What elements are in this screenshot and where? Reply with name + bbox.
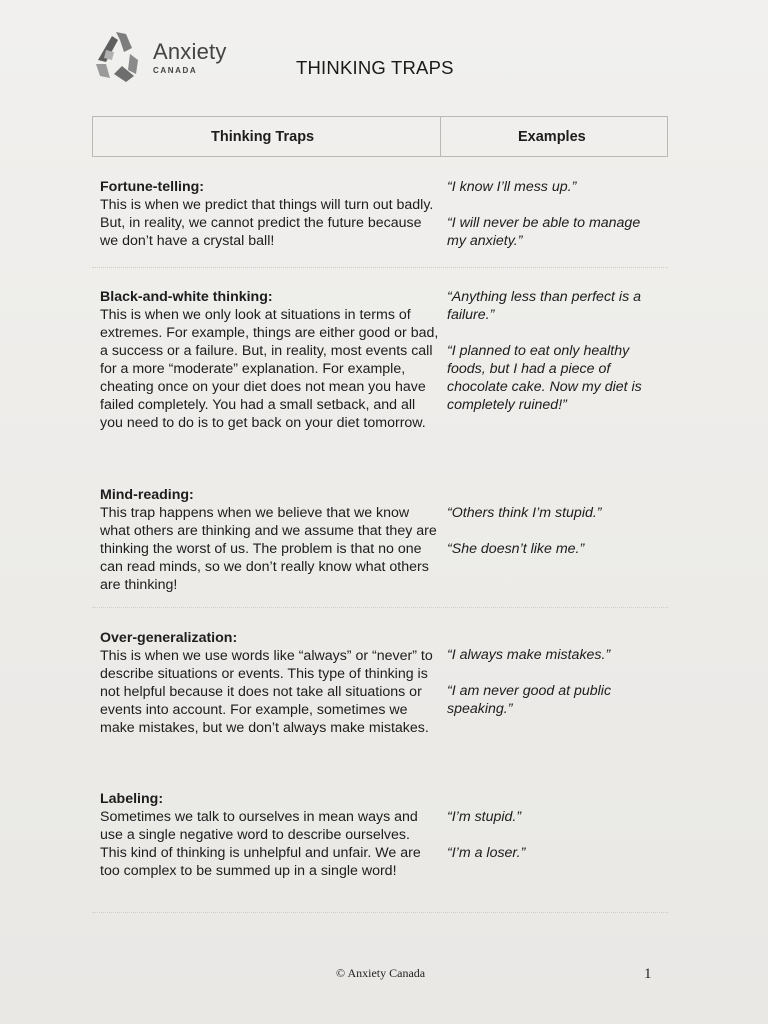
example-quote: “I am never good at public speaking.” [447, 683, 612, 717]
table-row-examples [447, 808, 663, 880]
table-row-examples [447, 646, 663, 736]
table-row-examples [447, 178, 663, 268]
anxiety-canada-logo [92, 30, 242, 85]
table-row-trap [100, 629, 440, 737]
table-row-trap [100, 486, 440, 594]
example-quote: “Others think I’m stupid.” [447, 505, 602, 521]
trap-description: This is when we use words like “always” or “never” to describe situations or events. This type of thinking is not helpful because it does not take all situations or events into account. For example, sometimes we make mistakes, but we don’t always make mistakes. [100, 648, 433, 736]
table-row-trap [100, 790, 440, 880]
column-header-thinking-traps: Thinking Traps [211, 129, 315, 145]
row-divider [92, 267, 668, 268]
trap-term: Black-and-white thinking: [100, 289, 273, 305]
page-title: THINKING TRAPS [296, 57, 454, 78]
page-number: 1 [644, 966, 652, 982]
trap-description: Sometimes we talk to ourselves in mean ways and use a single negative word to describe ourselves. This kind of thinking is unhelpful and unfair. We are too complex to be summed up in a single word! [100, 809, 421, 879]
example-quote: “I know I’ll mess up.” [447, 179, 577, 195]
table-row-trap [100, 288, 440, 432]
column-header-examples: Examples [518, 129, 586, 145]
trap-term: Fortune-telling: [100, 179, 205, 195]
brand-name: Anxiety [153, 39, 227, 64]
table-row-examples [447, 288, 663, 432]
trap-term: Over-generalization: [100, 630, 238, 646]
table-row-trap [100, 178, 440, 250]
brand-subtitle: CANADA [153, 66, 198, 75]
table-header [92, 116, 668, 157]
example-quote: “I planned to eat only healthy foods, but I had a piece of chocolate cake. Now my diet is completely ruined!” [447, 343, 642, 413]
example-quote: “She doesn’t like me.” [447, 541, 585, 557]
example-quote: “I’m a loser.” [447, 845, 526, 861]
copyright-footer: © Anxiety Canada [336, 966, 426, 980]
header-divider [440, 117, 441, 156]
example-quote: “Anything less than perfect is a failure.” [447, 289, 641, 323]
trap-description: This is when we only look at situations in terms of extremes. For example, things are either good or bad, a success or a failure. But, in reality, most events call for a more “moderate” explanation. For example, cheating once on your diet does not mean you have failed completely. You had a small setback, and all you need to do is to get back on your diet tomorrow. [100, 307, 439, 431]
example-quote: “I always make mistakes.” [447, 647, 611, 663]
row-divider [92, 607, 668, 608]
row-divider [92, 912, 668, 913]
logo-mark-icon [92, 30, 150, 84]
table-row-examples [447, 504, 663, 576]
example-quote: “I’m stupid.” [447, 809, 522, 825]
trap-term: Labeling: [100, 791, 164, 807]
trap-description: This is when we predict that things will turn out badly. But, in reality, we cannot predict the future because we don’t have a crystal ball! [100, 197, 434, 249]
example-quote: “I will never be able to manage my anxiety.” [447, 215, 641, 249]
trap-term: Mind-reading: [100, 487, 194, 503]
trap-description: This trap happens when we believe that we know what others are thinking and we assume that they are thinking the worst of us. The problem is that no one can read minds, so we don’t really know what others are thinking! [100, 505, 437, 593]
